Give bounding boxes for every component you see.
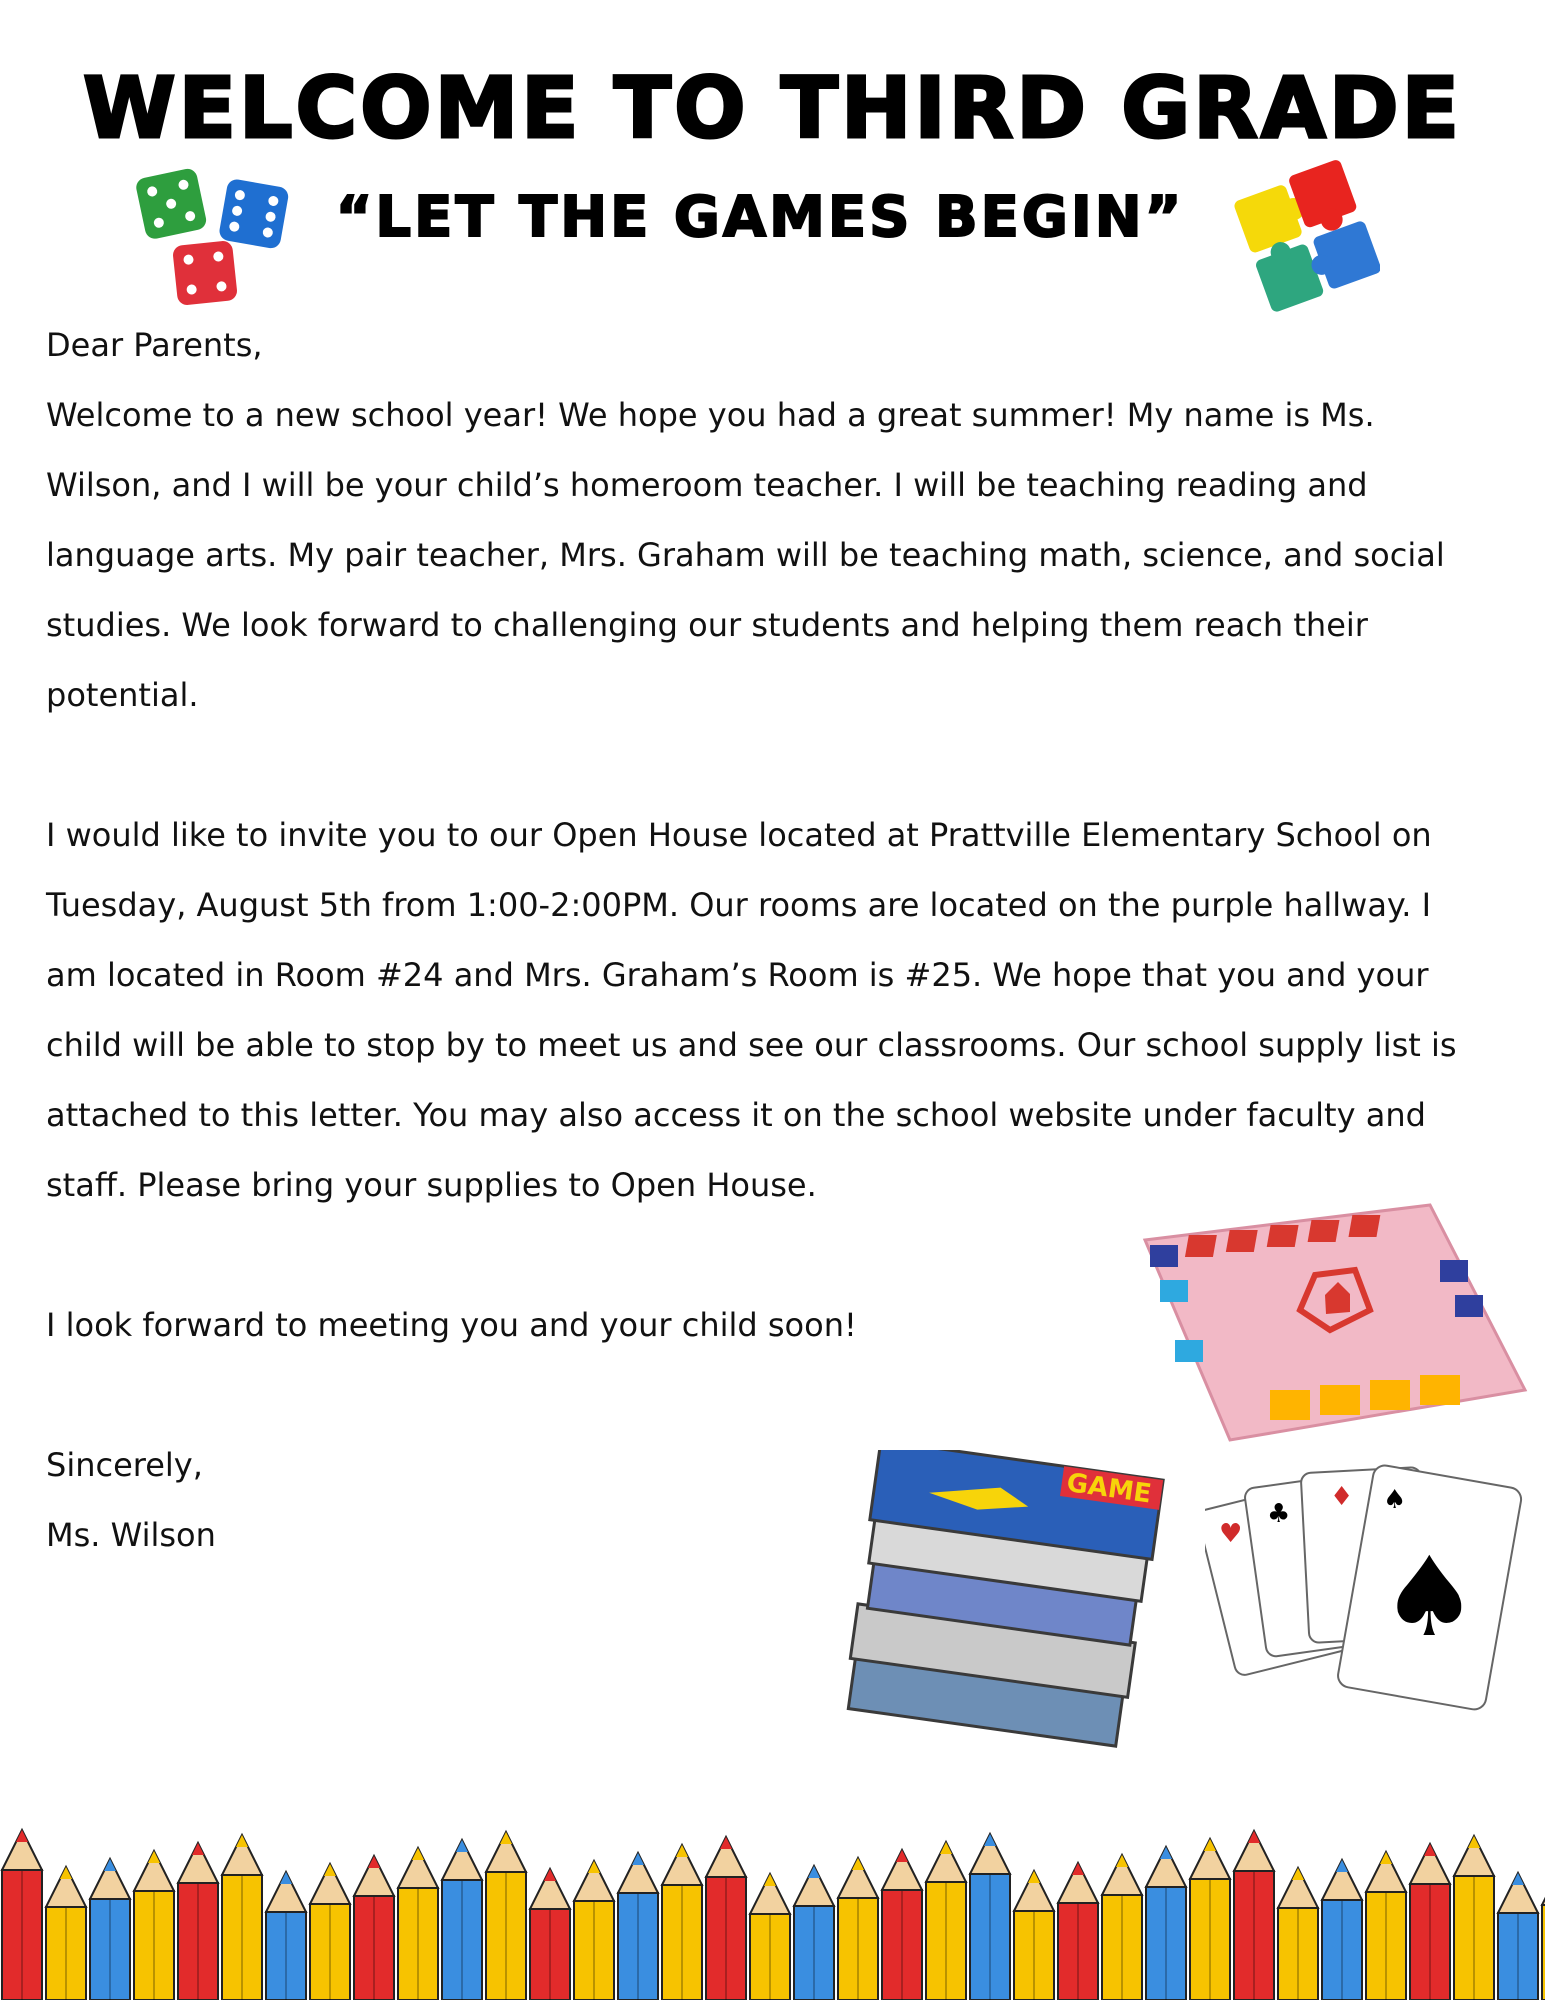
- pencil: [1322, 1860, 1362, 2000]
- letter-paragraph-closing: I look forward to meeting you and your child soon!: [46, 1306, 857, 1344]
- pencil: [222, 1835, 262, 2000]
- pencil: [1014, 1871, 1054, 2000]
- dice-icon: [135, 168, 295, 308]
- pencil: [1102, 1855, 1142, 2000]
- pencil: [354, 1856, 394, 2000]
- pencil: [1190, 1839, 1230, 2000]
- pencil: [794, 1866, 834, 2000]
- pencil: [486, 1832, 526, 2000]
- pencil: [134, 1851, 174, 2000]
- letter-greeting: Dear Parents,: [46, 326, 263, 364]
- pencil: [1058, 1863, 1098, 2000]
- letter-sign-off: Sincerely,: [46, 1446, 203, 1484]
- game-box-label: GAME: [1064, 1467, 1154, 1510]
- pencil: [970, 1834, 1010, 2000]
- svg-text:♥: ♥: [1219, 1519, 1243, 1549]
- game-boxes-icon: [845, 1450, 1175, 1755]
- letter-paragraph-welcome: Welcome to a new school year! We hope you had a great summer! My name is Ms. Wilson, and I will be your child’s homeroom teacher. I will be teaching reading and language arts. My pair teacher, Mrs. Graham will be teaching math, science, and social studies. We look forward to challenging our students and helping them reach their potential.: [46, 396, 1445, 714]
- pencil: [926, 1842, 966, 2000]
- pencil: [838, 1858, 878, 2000]
- board-game-icon: [1140, 1200, 1530, 1445]
- svg-text:♦: ♦: [1330, 1482, 1354, 1512]
- page-title: WELCOME TO THIRD GRADE: [82, 59, 1463, 157]
- pencil: [662, 1845, 702, 2000]
- pencil: [1454, 1836, 1494, 2000]
- pencil: [1146, 1847, 1186, 2000]
- letter-signature: Ms. Wilson: [46, 1516, 216, 1554]
- pencil: [574, 1861, 614, 2000]
- svg-text:♠: ♠: [1383, 1485, 1407, 1515]
- pencil: [266, 1872, 306, 2000]
- pencil: [442, 1840, 482, 2000]
- pencil: [310, 1864, 350, 2000]
- pencil: [1234, 1831, 1274, 2000]
- svg-text:♣: ♣: [1267, 1499, 1291, 1529]
- pencil: [750, 1874, 790, 2000]
- pencil: [178, 1843, 218, 2000]
- pencil: [530, 1869, 570, 2000]
- pencil: [882, 1850, 922, 2000]
- letter-paragraph-open-house: I would like to invite you to our Open House located at Prattville Elementary School on Tuesday, August 5th from 1:00-2:00PM. Our rooms are located on the purple hallway. I am located in Room #24 and Mrs. Graham’s Room is #25. We hope that you and your child will be able to stop by to meet us and see our classrooms. Our school supply list is attached to this letter. You may also access it on the school website under faculty and staff. Please bring your supplies to Open House.: [46, 816, 1457, 1204]
- puzzle-icon: [1230, 155, 1380, 325]
- pencil: [1366, 1852, 1406, 2000]
- pencil: [46, 1867, 86, 2000]
- pencil: [90, 1859, 130, 2000]
- svg-text:♠: ♠: [1380, 1533, 1479, 1661]
- page-subtitle: “LET THE GAMES BEGIN”: [335, 185, 1185, 250]
- pencil: [1410, 1844, 1450, 2000]
- pencil: [1278, 1868, 1318, 2000]
- pencil-border: [0, 1790, 1545, 2000]
- playing-cards-icon: [1205, 1460, 1535, 1750]
- pencil: [706, 1837, 746, 2000]
- pencil: [2, 1830, 42, 2000]
- pencil: [618, 1853, 658, 2000]
- pencil: [1498, 1873, 1538, 2000]
- pencil: [398, 1848, 438, 2000]
